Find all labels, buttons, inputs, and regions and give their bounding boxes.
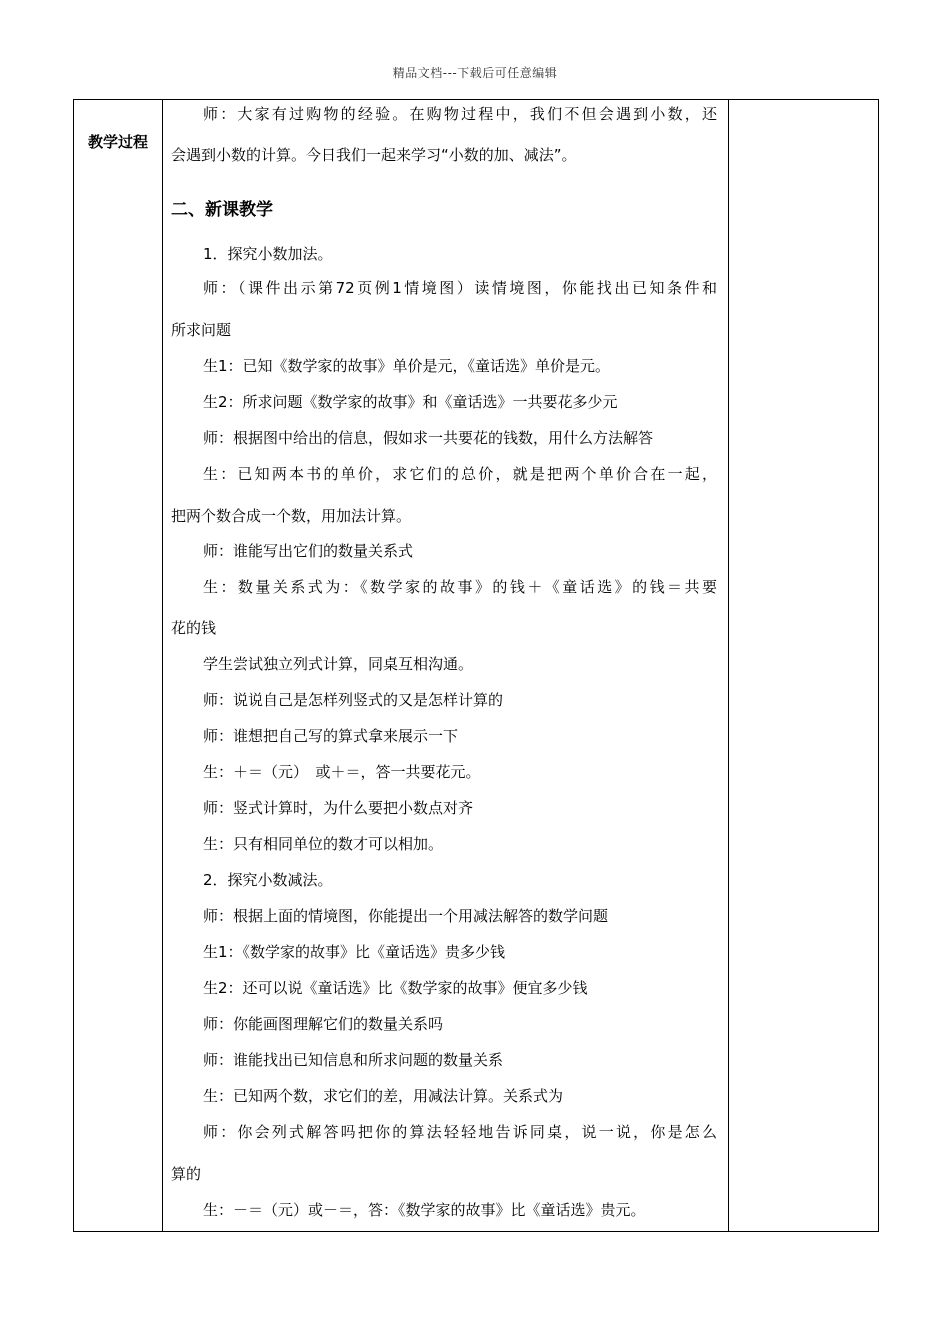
text-line: 生：－＝（元）或－＝，答：《数学家的故事》比《童话选》贵元。 <box>203 1201 646 1219</box>
section-heading: 二、新课教学 <box>171 200 273 220</box>
page-header: 精品文档---下载后可任意编辑 <box>392 66 558 80</box>
text-line: 算的 <box>171 1165 202 1183</box>
text-line: 师：谁能写出它们的数量关系式 <box>203 542 414 560</box>
text-line: 学生尝试独立列式计算，同桌互相沟通。 <box>203 655 474 673</box>
text-line: 生：数量关系式为：《数学家的故事》的钱＋《童话选》的钱＝共要 <box>203 578 717 596</box>
text-line: 生：＋＝（元） 或＋＝，答一共要花元。 <box>203 763 481 781</box>
text-line: 会遇到小数的计算。今日我们一起来学习“小数的加、减法”。 <box>171 146 577 164</box>
text-line: 生2：所求问题《数学家的故事》和《童话选》一共要花多少元 <box>203 393 618 411</box>
text-line: 师：根据图中给出的信息，假如求一共要花的钱数，用什么方法解答 <box>203 429 654 447</box>
text-line: 生：已知两本书的单价，求它们的总价，就是把两个单价合在一起， <box>203 465 717 483</box>
column-divider-left <box>162 100 163 1231</box>
text-line: 师：（课件出示第72页例1情境图）读情境图，你能找出已知条件和 <box>203 279 717 297</box>
text-line: 1．探究小数加法。 <box>203 245 333 263</box>
text-line: 花的钱 <box>171 619 217 637</box>
text-line: 所求问题 <box>171 321 232 339</box>
text-line: 师：大家有过购物的经验。在购物过程中，我们不但会遇到小数，还 <box>203 105 717 123</box>
section-label: 教学过程 <box>87 133 148 151</box>
text-line: 生：已知两个数，求它们的差，用减法计算。关系式为 <box>203 1087 564 1105</box>
text-line: 师：根据上面的情境图，你能提出一个用减法解答的数学问题 <box>203 907 609 925</box>
text-line: 师：你会列式解答吗把你的算法轻轻地告诉同桌，说一说，你是怎么 <box>203 1123 717 1141</box>
text-line: 师：谁想把自己写的算式拿来展示一下 <box>203 727 459 745</box>
text-line: 把两个数合成一个数，用加法计算。 <box>171 507 412 525</box>
column-divider-right <box>728 100 729 1231</box>
text-line: 生：只有相同单位的数才可以相加。 <box>203 835 444 853</box>
text-line: 师：你能画图理解它们的数量关系吗 <box>203 1015 444 1033</box>
text-line: 师：谁能找出已知信息和所求问题的数量关系 <box>203 1051 504 1069</box>
text-line: 2．探究小数减法。 <box>203 871 333 889</box>
lesson-table <box>73 99 879 1232</box>
text-line: 师：竖式计算时，为什么要把小数点对齐 <box>203 799 474 817</box>
text-line: 生1：《数学家的故事》比《童话选》贵多少钱 <box>203 943 506 961</box>
text-line: 师：说说自己是怎样列竖式的又是怎样计算的 <box>203 691 504 709</box>
text-line: 生1：已知《数学家的故事》单价是元，《童话选》单价是元。 <box>203 357 611 375</box>
text-line: 生2：还可以说《童话选》比《数学家的故事》便宜多少钱 <box>203 979 588 997</box>
